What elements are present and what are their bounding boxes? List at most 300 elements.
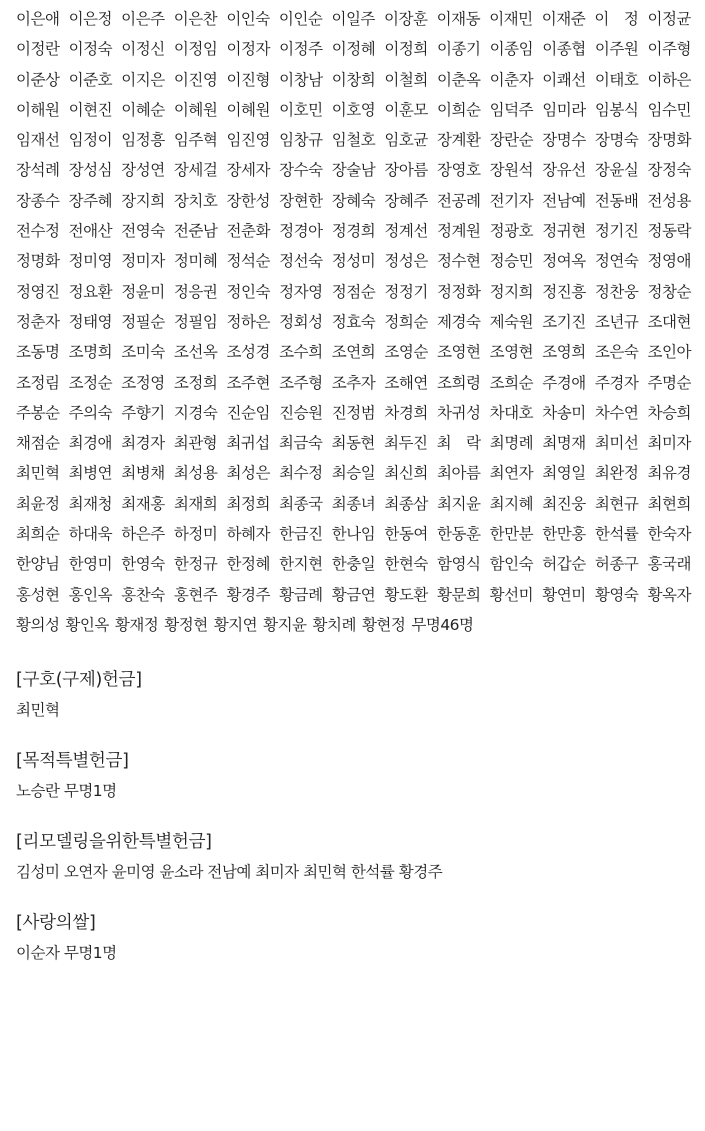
- donor-name: 최윤정: [16, 494, 60, 513]
- donor-name: 장명수: [542, 131, 586, 150]
- section-title: [사랑의쌀]: [16, 913, 96, 934]
- donor-name: 이은애: [16, 10, 60, 28]
- donor-name: 최경애: [68, 434, 112, 453]
- donor-name: 이정임: [173, 40, 218, 59]
- donor-name: 이진영: [173, 70, 218, 89]
- donor-name: 제숙원: [489, 312, 534, 331]
- donor-name: 최귀섭: [226, 434, 270, 453]
- donor-name: 이태호: [594, 70, 639, 89]
- donor-name: 조정림: [16, 373, 60, 392]
- donor-name: 조년규: [594, 312, 639, 331]
- donor-name: 정경희: [331, 222, 376, 241]
- donor-name: 조연희: [331, 343, 376, 362]
- donor-name: 최희순: [16, 525, 60, 544]
- donor-name: 한나임: [331, 525, 376, 544]
- donor-name: 조주형: [279, 373, 323, 392]
- donor-name: 이훈모: [384, 100, 428, 119]
- donor-name: 장현한: [279, 191, 323, 210]
- donor-name: 장유선: [542, 161, 586, 180]
- donor-name: 정영진: [16, 282, 60, 301]
- donor-name: 황치례: [312, 615, 356, 634]
- donor-name: 정인숙: [226, 282, 270, 301]
- donor-name: 최지혜: [489, 494, 534, 513]
- donor-name: 이종협: [542, 40, 586, 59]
- donor-name: 황영숙: [594, 585, 639, 604]
- donor-name: 임주혁: [173, 131, 218, 150]
- donor-name: 최명례: [489, 434, 534, 453]
- donor-name: 조정영: [121, 373, 165, 392]
- donor-name: 한만분: [489, 525, 534, 544]
- donor-name: 무명46명: [411, 615, 474, 634]
- donor-name: 이 정: [594, 10, 639, 28]
- donor-name-list: [16, 4, 691, 640]
- donor-name: 황지연: [213, 615, 258, 634]
- name-line: [16, 549, 691, 579]
- donor-name: 정미자: [121, 252, 165, 271]
- donor-name: 정미혜: [173, 252, 218, 271]
- donor-name: 전공례: [437, 191, 481, 210]
- donor-name: 주봉순: [16, 403, 60, 422]
- donor-name: 정회성: [279, 312, 323, 331]
- donor-name: 채점순: [16, 434, 60, 453]
- donor-name: 정지희: [489, 282, 534, 301]
- donor-name: 이혜순: [121, 100, 165, 119]
- donor-name: 주향기: [121, 403, 165, 422]
- donor-name: 정진흥: [542, 282, 586, 301]
- donor-name: 임덕주: [489, 100, 534, 119]
- donor-name: 정여옥: [542, 252, 586, 271]
- donor-name: 전영숙: [121, 222, 165, 241]
- donor-name: 진순임: [226, 403, 270, 422]
- donor-name: 정성미: [331, 252, 376, 271]
- donor-name: 최 락: [436, 434, 481, 453]
- donor-name: 한금진: [279, 525, 323, 544]
- donor-name: 최종국: [279, 494, 323, 513]
- donor-name: 장지희: [121, 191, 165, 210]
- section-remodeling-offering: [16, 831, 691, 883]
- donor-name: 정연숙: [594, 252, 639, 271]
- donor-name: 최승일: [331, 464, 376, 483]
- donor-name: 황도환: [384, 585, 428, 604]
- donor-name: 전남예: [542, 191, 586, 210]
- donor-name: 한동여: [384, 525, 428, 544]
- donor-name: 한정혜: [226, 555, 270, 574]
- donor-name: 정요환: [68, 282, 113, 301]
- donor-name: 이장훈: [384, 10, 428, 28]
- donor-name: 임창규: [279, 131, 323, 150]
- donor-name: 정선숙: [279, 252, 323, 271]
- donor-name: 이종임: [489, 40, 534, 59]
- donor-name: 정계원: [437, 222, 481, 241]
- name-line: [16, 489, 691, 519]
- donor-name: 이은주: [121, 10, 165, 28]
- name-line: [16, 65, 691, 95]
- donor-name: 이인숙: [226, 10, 270, 28]
- donor-name: 홍찬숙: [121, 585, 165, 604]
- donor-name: 이춘옥: [437, 70, 481, 89]
- donor-name: 최재청: [68, 494, 113, 513]
- donor-name: 정동락: [647, 222, 691, 241]
- donor-name: 정자영: [279, 282, 323, 301]
- donor-name: 제경숙: [437, 312, 481, 331]
- donor-name: 주의숙: [68, 403, 113, 422]
- section-names: 노승란 무명1명: [16, 782, 117, 801]
- donor-name: 장윤실: [594, 161, 639, 180]
- donor-name: 최두진: [384, 434, 428, 453]
- name-line: [16, 125, 691, 155]
- donor-name: 이하은: [647, 70, 691, 89]
- donor-name: 홍현주: [173, 585, 218, 604]
- donor-name: 조선옥: [173, 343, 218, 362]
- name-line: [16, 580, 691, 610]
- donor-name: 최경자: [121, 434, 165, 453]
- name-line: [16, 368, 691, 398]
- donor-name: 장성심: [68, 161, 113, 180]
- donor-name: 임재선: [16, 131, 60, 150]
- donor-name: 이정희: [384, 40, 428, 59]
- donor-name: 조인아: [647, 343, 691, 362]
- section-love-rice: [16, 912, 691, 964]
- donor-name: 장원석: [489, 161, 534, 180]
- donor-name: 장혜주: [384, 191, 428, 210]
- donor-name: 장수숙: [279, 161, 323, 180]
- donor-name: 한석률: [594, 525, 639, 544]
- donor-name: 황경주: [226, 585, 270, 604]
- donor-name: 진승원: [279, 403, 323, 422]
- donor-name: 임미라: [542, 100, 586, 119]
- donor-name: 최연자: [489, 464, 534, 483]
- donor-name: 조해연: [384, 373, 428, 392]
- donor-name: 정점순: [331, 282, 376, 301]
- donor-name: 최지윤: [437, 494, 481, 513]
- donor-name: 황금연: [331, 585, 376, 604]
- donor-name: 이준호: [68, 70, 113, 89]
- donor-name: 정태영: [68, 312, 113, 331]
- donor-name: 전준남: [173, 222, 218, 241]
- donor-name: 이주원: [594, 40, 639, 59]
- donor-name: 이은정: [68, 10, 112, 28]
- donor-name: 정승민: [489, 252, 534, 271]
- donor-name: 장석례: [16, 161, 60, 180]
- donor-name: 황현정: [361, 615, 406, 634]
- name-line: [16, 398, 691, 428]
- name-line: [16, 4, 691, 34]
- donor-name: 한정규: [173, 555, 218, 574]
- donor-name: 최금숙: [278, 434, 323, 453]
- donor-name: 이재준: [541, 10, 586, 28]
- donor-name: 이정균: [647, 10, 691, 28]
- donor-name: 이철희: [384, 70, 428, 89]
- donor-name: 정귀현: [542, 222, 586, 241]
- donor-name: 이정혜: [331, 40, 376, 59]
- section-names: 최민혁: [16, 701, 60, 720]
- donor-name: 조명희: [68, 343, 113, 362]
- donor-name: 최아름: [437, 464, 481, 483]
- donor-name: 차승희: [647, 403, 691, 422]
- donor-name: 이해원: [16, 100, 60, 119]
- donor-name: 이종기: [437, 40, 481, 59]
- section-title: [구호(구제)헌금]: [16, 670, 142, 691]
- donor-name: 지경숙: [173, 403, 218, 422]
- donor-name: 임진영: [226, 131, 270, 150]
- donor-name: 최미자: [647, 434, 691, 453]
- donor-name: 이정숙: [68, 40, 113, 59]
- donor-name: 이혜원: [226, 100, 270, 119]
- donor-name: 최영일: [542, 464, 586, 483]
- donor-name: 최성용: [173, 464, 218, 483]
- donor-name: 이일주: [331, 10, 375, 28]
- donor-name: 장한성: [226, 191, 270, 210]
- donor-name: 임수민: [647, 100, 691, 119]
- donor-name: 이인순: [278, 10, 323, 28]
- donor-name: 임철호: [331, 131, 376, 150]
- donor-name: 정윤미: [121, 282, 165, 301]
- donor-name: 정춘자: [16, 312, 60, 331]
- donor-name: 정수현: [437, 252, 481, 271]
- donor-name: 황정현: [164, 615, 208, 634]
- donor-name: 홍성현: [16, 585, 60, 604]
- donor-name: 임봉식: [594, 100, 639, 119]
- donor-name: 최현희: [647, 494, 691, 513]
- donor-name: 한만홍: [542, 525, 586, 544]
- donor-name: 조영현: [489, 343, 534, 362]
- section-title: [목적특별헌금]: [16, 751, 129, 772]
- name-line: [16, 34, 691, 64]
- donor-name: 한영미: [68, 555, 113, 574]
- donor-name: 정찬웅: [594, 282, 639, 301]
- donor-name: 함인숙: [489, 555, 534, 574]
- donor-name: 최종녀: [331, 494, 376, 513]
- donor-name: 조영희: [542, 343, 586, 362]
- donor-name: 정필순: [121, 312, 165, 331]
- donor-name: 정정화: [437, 282, 481, 301]
- donor-name: 장명숙: [594, 131, 639, 150]
- donor-name: 장주혜: [68, 191, 113, 210]
- donor-name: 최병연: [68, 464, 113, 483]
- donor-name: 차수연: [594, 403, 639, 422]
- donor-name: 최동현: [331, 434, 375, 453]
- donor-name: 최명재: [542, 434, 586, 453]
- donor-name: 이정신: [121, 40, 165, 59]
- donor-name: 정영애: [647, 252, 691, 271]
- donor-name: 홍인옥: [68, 585, 113, 604]
- donor-name: 함영식: [437, 555, 481, 574]
- donor-name: 황옥자: [647, 585, 691, 604]
- donor-name: 차귀성: [437, 403, 481, 422]
- donor-name: 임정이: [68, 131, 113, 150]
- donor-name: 최민혁: [16, 464, 60, 483]
- donor-name: 조영현: [437, 343, 481, 362]
- donor-name: 최관형: [173, 434, 218, 453]
- donor-name: 장술남: [331, 161, 376, 180]
- donor-name: 정기진: [594, 222, 639, 241]
- donor-name: 최재홍: [121, 494, 165, 513]
- name-line: [16, 337, 691, 367]
- name-line: [16, 458, 691, 488]
- donor-name: 홍국래: [647, 555, 691, 574]
- donor-name: 황문희: [437, 585, 481, 604]
- donor-name: 조추자: [331, 373, 376, 392]
- donor-name: 주경자: [594, 373, 639, 392]
- donor-name: 이창희: [331, 70, 376, 89]
- donor-name: 장계환: [437, 131, 481, 150]
- donor-name: 장혜숙: [331, 191, 376, 210]
- donor-name: 이지은: [121, 70, 165, 89]
- donor-name: 이준상: [16, 70, 60, 89]
- donor-name: 차경희: [384, 403, 428, 422]
- name-line: [16, 186, 691, 216]
- donor-name: 조은숙: [594, 343, 639, 362]
- section-relief-offering: [16, 669, 691, 721]
- donor-name: 장정숙: [647, 161, 691, 180]
- donor-name: 주명순: [647, 373, 691, 392]
- donor-name: 차송미: [542, 403, 586, 422]
- donor-name: 이은찬: [173, 10, 218, 28]
- donor-name: 정광호: [489, 222, 534, 241]
- donor-name: 장영호: [437, 161, 481, 180]
- donor-name: 한충일: [331, 555, 376, 574]
- donor-name: 장아름: [384, 161, 428, 180]
- donor-name: 정경아: [279, 222, 323, 241]
- donor-name: 장세자: [226, 161, 270, 180]
- donor-name: 하대욱: [68, 525, 113, 544]
- donor-name: 황의성: [16, 615, 60, 634]
- donor-name: 한영숙: [121, 555, 165, 574]
- donor-name: 이정란: [16, 40, 60, 59]
- donor-name: 조주현: [226, 373, 270, 392]
- donor-name: 이춘자: [489, 70, 534, 89]
- donor-name: 정명화: [16, 252, 60, 271]
- donor-name: 조영순: [384, 343, 428, 362]
- donor-name: 임호균: [384, 131, 428, 150]
- donor-name: 황선미: [489, 585, 534, 604]
- section-title: [리모델링을위한특별헌금]: [16, 832, 212, 853]
- donor-name: 조대현: [647, 312, 691, 331]
- donor-name: 이진형: [226, 70, 270, 89]
- donor-name: 황인옥: [65, 615, 109, 634]
- name-line: [16, 216, 691, 246]
- donor-name: 장치호: [173, 191, 218, 210]
- donor-name: 주경애: [542, 373, 586, 392]
- donor-name: 황금례: [279, 585, 323, 604]
- donor-name: 장세걸: [173, 161, 218, 180]
- name-line: [16, 95, 691, 125]
- donor-name: 정창순: [647, 282, 691, 301]
- donor-name: 조정순: [68, 373, 113, 392]
- donor-name: 최현규: [594, 494, 639, 513]
- name-line: [16, 519, 691, 549]
- name-line: [16, 246, 691, 276]
- donor-name: 한양님: [16, 555, 60, 574]
- donor-name: 최완정: [594, 464, 639, 483]
- donor-name: 한숙자: [647, 525, 691, 544]
- donor-name: 황지윤: [263, 615, 307, 634]
- donor-name: 최종삼: [384, 494, 428, 513]
- name-line: [16, 155, 691, 185]
- donor-name: 조동명: [16, 343, 60, 362]
- donor-name: 정효숙: [331, 312, 376, 331]
- donor-name: 전수정: [16, 222, 60, 241]
- donor-name: 최신희: [384, 464, 428, 483]
- donor-name: 이창남: [279, 70, 323, 89]
- donor-name: 이희순: [437, 100, 481, 119]
- donor-name: 조희령: [437, 373, 481, 392]
- donor-name: 한지현: [279, 555, 323, 574]
- donor-name: 조정희: [173, 373, 218, 392]
- donor-name: 최진웅: [542, 494, 586, 513]
- donor-name: 허종구: [594, 555, 639, 574]
- donor-name: 황재정: [114, 615, 159, 634]
- section-names: 이순자 무명1명: [16, 944, 117, 963]
- donor-name: 조성경: [226, 343, 270, 362]
- donor-name: 최미선: [594, 434, 639, 453]
- donor-name: 황연미: [542, 585, 586, 604]
- donor-name: 이혜원: [173, 100, 218, 119]
- donor-name: 최유경: [647, 464, 691, 483]
- donor-name: 조수희: [279, 343, 323, 362]
- name-line: [16, 307, 691, 337]
- donor-name: 정계선: [384, 222, 428, 241]
- donor-name: 전애산: [68, 222, 113, 241]
- donor-name: 하혜자: [226, 525, 270, 544]
- donor-name: 장명화: [647, 131, 691, 150]
- name-line: [16, 277, 691, 307]
- donor-name: 정미영: [68, 252, 113, 271]
- donor-name: 이정주: [279, 40, 323, 59]
- name-line: [16, 610, 691, 640]
- donor-name: 조희순: [489, 373, 534, 392]
- donor-name: 이재민: [489, 10, 533, 28]
- donor-name: 최재희: [173, 494, 218, 513]
- donor-name: 최성은: [226, 464, 270, 483]
- donor-name: 정성은: [384, 252, 428, 271]
- donor-name: 이쾌선: [542, 70, 586, 89]
- donor-name: 한동훈: [437, 525, 481, 544]
- donor-name: 정석순: [226, 252, 270, 271]
- donor-name: 정정기: [384, 282, 428, 301]
- donor-name: 전춘화: [226, 222, 270, 241]
- name-line: [16, 428, 691, 458]
- donor-name: 전동배: [594, 191, 639, 210]
- donor-name: 임정흥: [121, 131, 165, 150]
- donor-name: 조기진: [542, 312, 586, 331]
- donor-name: 정필임: [173, 312, 218, 331]
- donor-name: 이현진: [68, 100, 113, 119]
- donor-name: 최정희: [226, 494, 270, 513]
- donor-name: 한현숙: [384, 555, 428, 574]
- donor-name: 전성용: [647, 191, 691, 210]
- donor-name: 이정자: [226, 40, 270, 59]
- donor-name: 정응권: [173, 282, 218, 301]
- donor-name: 차대호: [489, 403, 534, 422]
- donor-name: 장란순: [489, 131, 534, 150]
- donor-name: 이재동: [436, 10, 481, 28]
- donor-name: 조미숙: [121, 343, 165, 362]
- donor-name: 하은주: [121, 525, 165, 544]
- section-purpose-special-offering: [16, 750, 691, 802]
- donor-name: 정하은: [226, 312, 270, 331]
- donor-name: 진정범: [331, 403, 376, 422]
- donor-name: 전기자: [489, 191, 534, 210]
- donor-name: 정희순: [384, 312, 428, 331]
- donor-name: 하정미: [173, 525, 218, 544]
- section-names: 김성미 오연자 윤미영 윤소라 전남예 최미자 최민혁 한석률 황경주: [16, 863, 443, 882]
- donor-name: 장성연: [121, 161, 165, 180]
- donor-name: 최수정: [279, 464, 323, 483]
- donor-name: 이주형: [647, 40, 691, 59]
- donor-name: 장종수: [16, 191, 60, 210]
- donor-name: 최병채: [121, 464, 165, 483]
